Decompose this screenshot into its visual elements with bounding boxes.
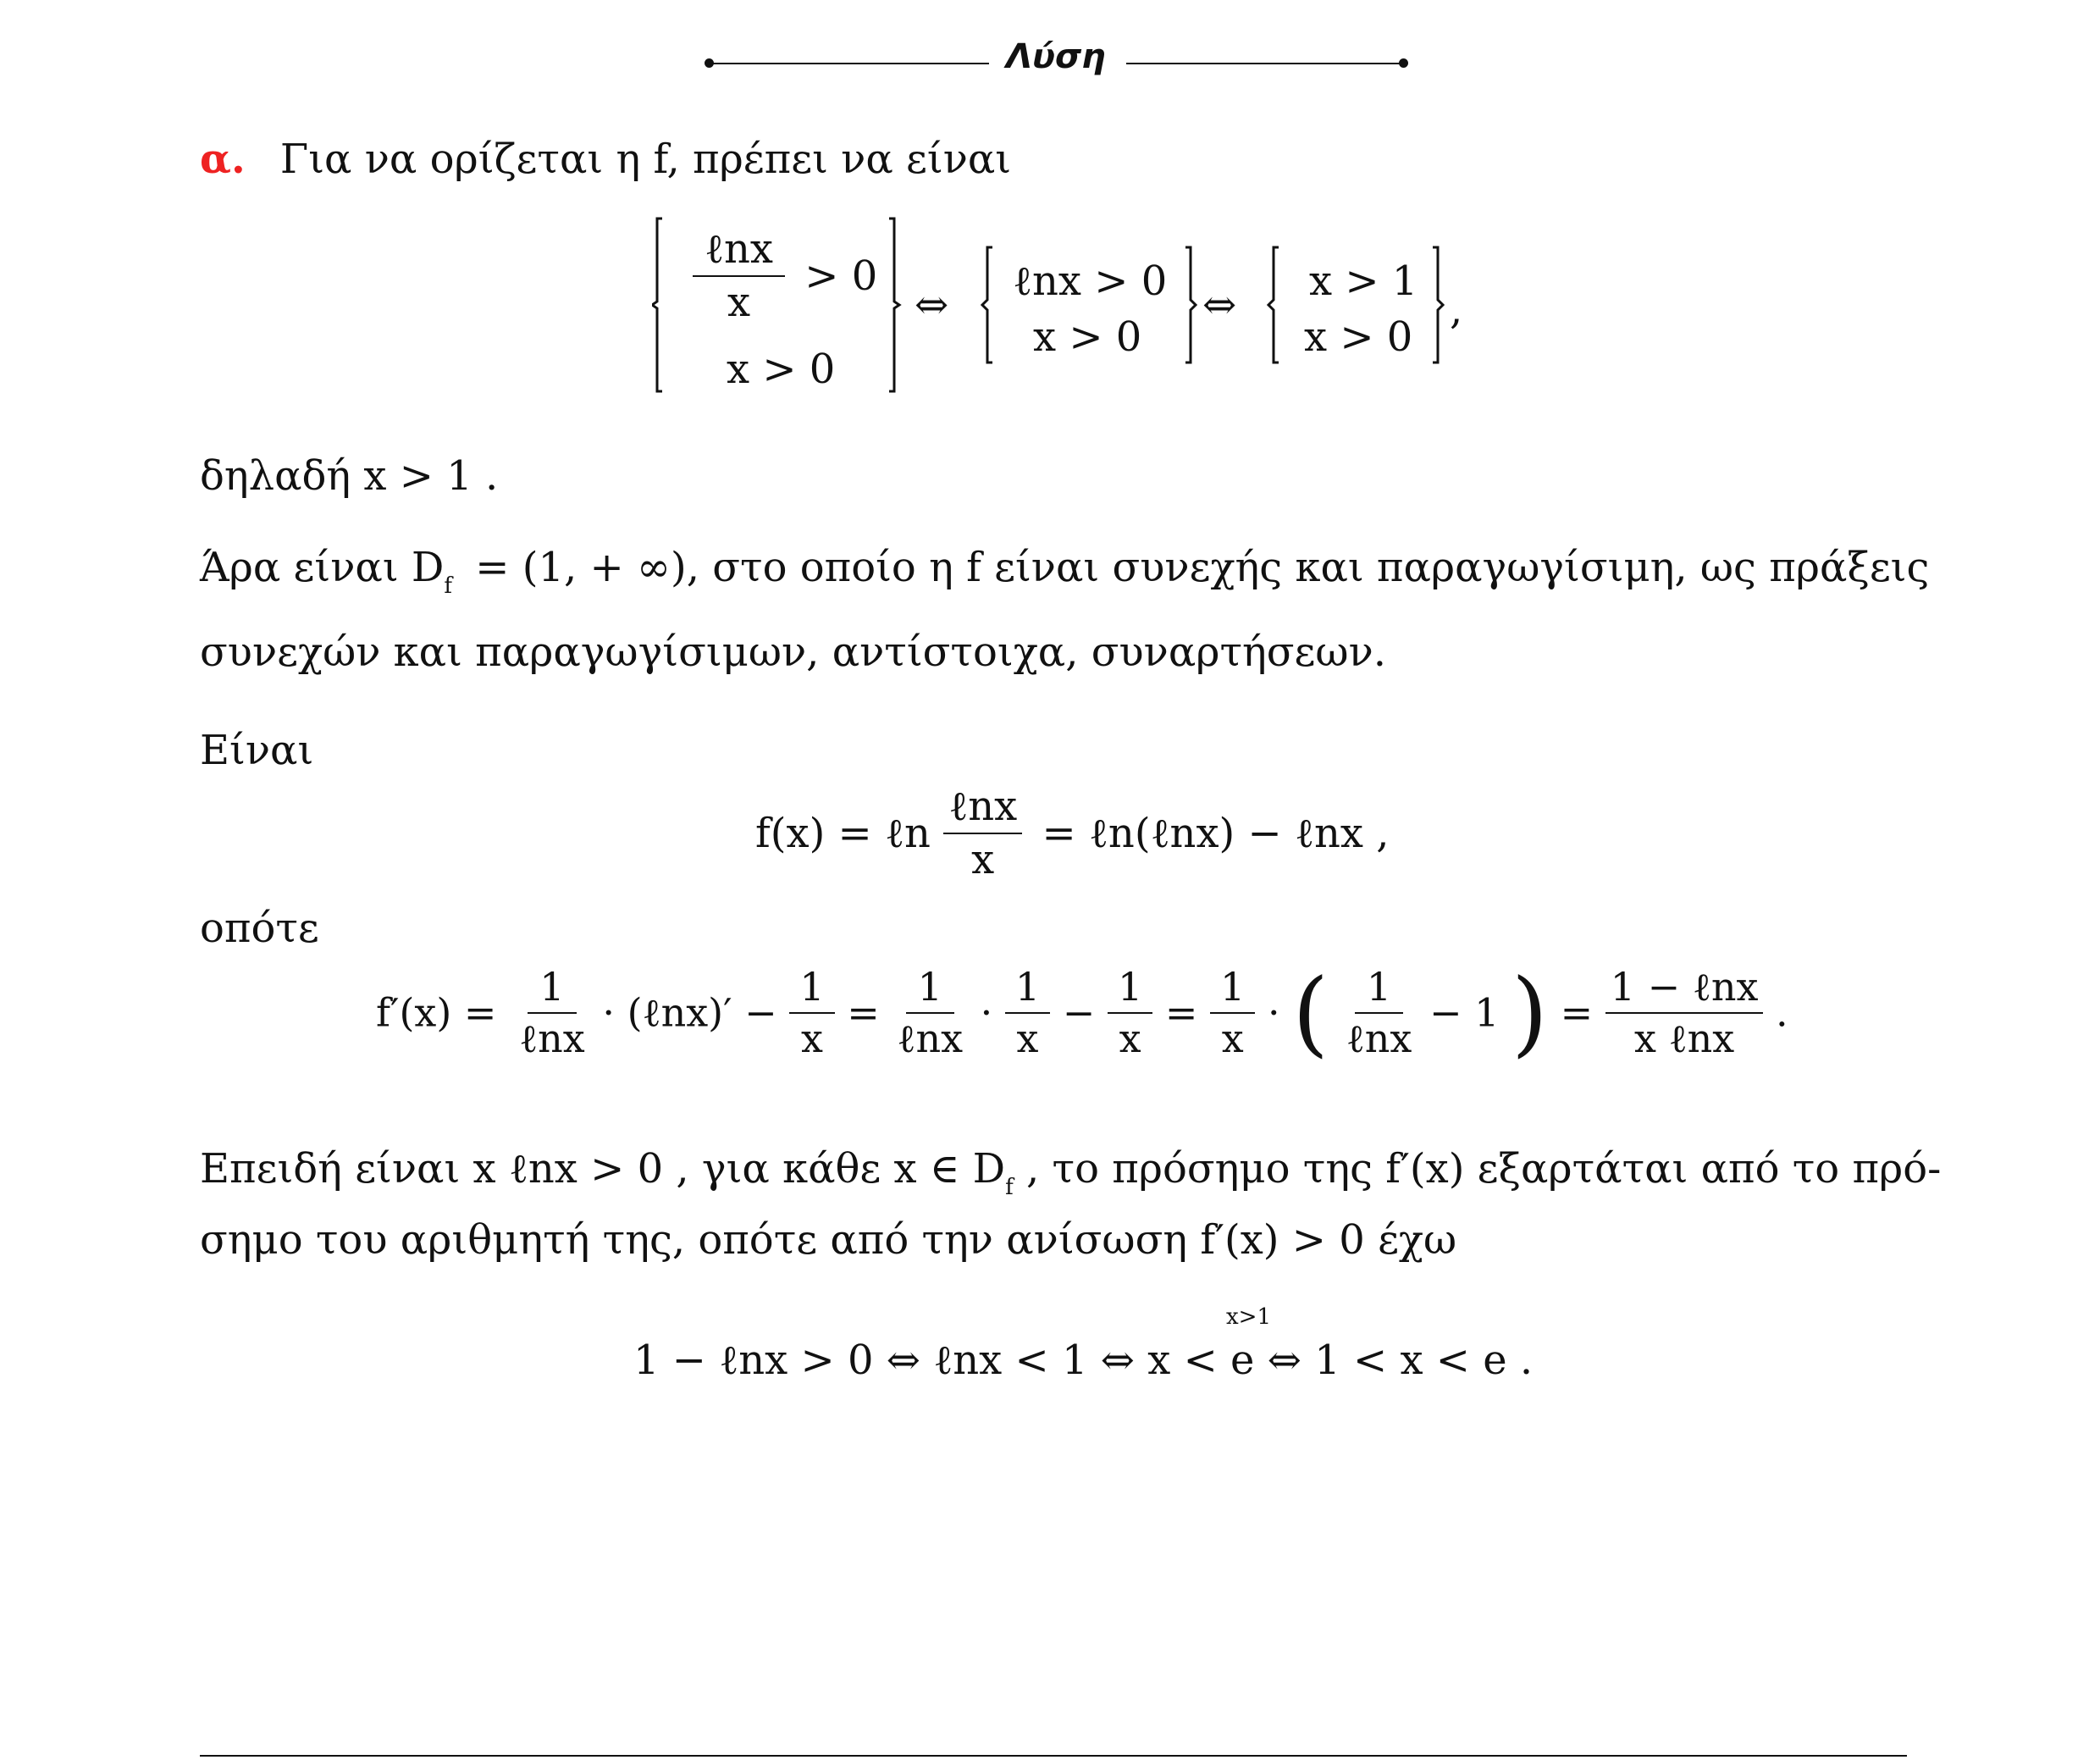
eq2-t1-den: ℓnx <box>519 1015 585 1061</box>
eq2-t8 <box>1605 966 1764 1060</box>
sign-line-1 <box>200 1143 1941 1201</box>
eq2-t4-den: x <box>1016 1015 1039 1061</box>
sys2-line2: x > 0 <box>1033 313 1142 361</box>
domain-line-1 <box>200 542 1929 600</box>
sys1-frac <box>693 227 785 325</box>
intro-text: Για να ορίζεται η f, πρέπει να είναι <box>279 136 1012 183</box>
domain-value: = (1, + ∞) <box>475 544 687 591</box>
eq2-t5-den: x <box>1119 1015 1141 1061</box>
eq2-lparen: ( <box>1292 958 1329 1067</box>
eq2-t4 <box>1005 966 1050 1060</box>
eq2-minus: − <box>1062 989 1096 1036</box>
sign-post: , το πρόσημο της f′(x) εξαρτάται από το πρό- <box>1013 1145 1942 1193</box>
sys1-cond: x > 0 <box>727 346 836 393</box>
eq2-t7 <box>1341 966 1418 1060</box>
equation-1 <box>755 784 1390 883</box>
conclusion-line: δηλαδή x > 1 . <box>200 452 499 500</box>
header-title: Λύση <box>1006 37 1106 76</box>
eq2-t2 <box>789 966 834 1060</box>
eq1-num: ℓnx <box>943 784 1022 834</box>
eq2-t6 <box>1210 966 1255 1060</box>
header-right-rule <box>1126 63 1404 64</box>
sys2-line1: ℓnx > 0 <box>1013 257 1168 305</box>
eq2-dot2: · <box>1267 989 1280 1036</box>
eq2-eqC: = <box>1560 989 1594 1036</box>
eq2-t3-den: ℓnx <box>897 1015 964 1061</box>
eq2-minus1: − 1 <box>1429 989 1500 1036</box>
header-left-dot <box>705 58 714 68</box>
eq2-eqB: = <box>1164 989 1198 1036</box>
eine-line: Είναι <box>200 727 314 774</box>
sign-pre: Επειδή είναι x ℓnx > 0 , για κάθε x ∈ D <box>200 1145 1006 1193</box>
domain-pre: Άρα είναι D <box>200 544 445 591</box>
sys1-num: ℓnx <box>693 227 785 277</box>
opote-line: οπότε <box>200 905 319 952</box>
eq1-rhs: = ℓn(ℓnx) − ℓnx , <box>1042 809 1390 857</box>
sys1-den: x <box>727 278 751 326</box>
equiv-1: ⇔ <box>915 281 949 329</box>
eq2-t1 <box>514 966 590 1060</box>
eq2-t4-num: 1 <box>1005 966 1050 1014</box>
intro-line <box>200 134 1011 185</box>
eq2-t8-den: x ℓnx <box>1634 1015 1735 1061</box>
sys1-ineq: > 0 <box>804 252 878 300</box>
domain-line-2: συνεχών και παραγωγίσιμων, αντίστοιχα, συναρτήσεων. <box>200 628 1386 676</box>
eq1-lhs: f(x) = ℓn <box>755 809 931 857</box>
eq2-t6-den: x <box>1221 1015 1244 1061</box>
eq2-rparen: ) <box>1511 958 1548 1067</box>
eq2-t2-den: x <box>800 1015 823 1061</box>
sys3-line2: x > 0 <box>1304 313 1413 361</box>
eq2-t7-den: ℓnx <box>1346 1015 1412 1061</box>
sign-sub: f <box>1005 1175 1014 1200</box>
eq1-frac <box>943 784 1022 883</box>
equation-2 <box>376 958 1788 1067</box>
part-label: α. <box>200 136 246 183</box>
sys1-fraction <box>693 227 877 325</box>
sign-line-2: σημο του αριθμητή της, οπότε από την ανίσωση f′(x) > 0 έχω <box>200 1216 1457 1264</box>
eq2-t3 <box>892 966 968 1060</box>
footer-rule <box>200 1755 1907 1757</box>
eq2-t5 <box>1108 966 1152 1060</box>
eq2-t2-num: 1 <box>789 966 834 1014</box>
eq2-dot: · <box>980 989 993 1036</box>
equiv-2: ⇔ <box>1202 281 1237 329</box>
eq2-t6-num: 1 <box>1210 966 1255 1014</box>
final-equation: 1 − ℓnx > 0 ⇔ ℓnx < 1 ⇔ x < e ⇔ 1 < x < e . <box>633 1337 1534 1384</box>
eq2-t5-num: 1 <box>1108 966 1152 1014</box>
eq2-t8-num: 1 − ℓnx <box>1605 966 1764 1014</box>
eq2-lhs: f′(x) = <box>376 989 497 1036</box>
sys3-line1: x > 1 <box>1309 257 1418 305</box>
eq2-eqA: = <box>847 989 880 1036</box>
eq1-den: x <box>971 835 995 883</box>
sys3-trail: , <box>1450 286 1463 334</box>
eq2-op1: · (ℓnx)′ − <box>602 989 777 1036</box>
final-over-label: x>1 <box>1226 1304 1271 1330</box>
header-right-dot <box>1399 58 1408 68</box>
eq2-t7-num: 1 <box>1355 966 1403 1014</box>
eq2-t3-num: 1 <box>906 966 954 1014</box>
domain-sub: f <box>444 573 453 599</box>
eq2-end: . <box>1776 989 1788 1036</box>
header-left-rule <box>710 63 989 64</box>
eq2-t1-num: 1 <box>528 966 576 1014</box>
domain-post: , στο οποίο η f είναι συνεχής και παραγωγίσιμη, ως πράξεις <box>686 544 1930 591</box>
